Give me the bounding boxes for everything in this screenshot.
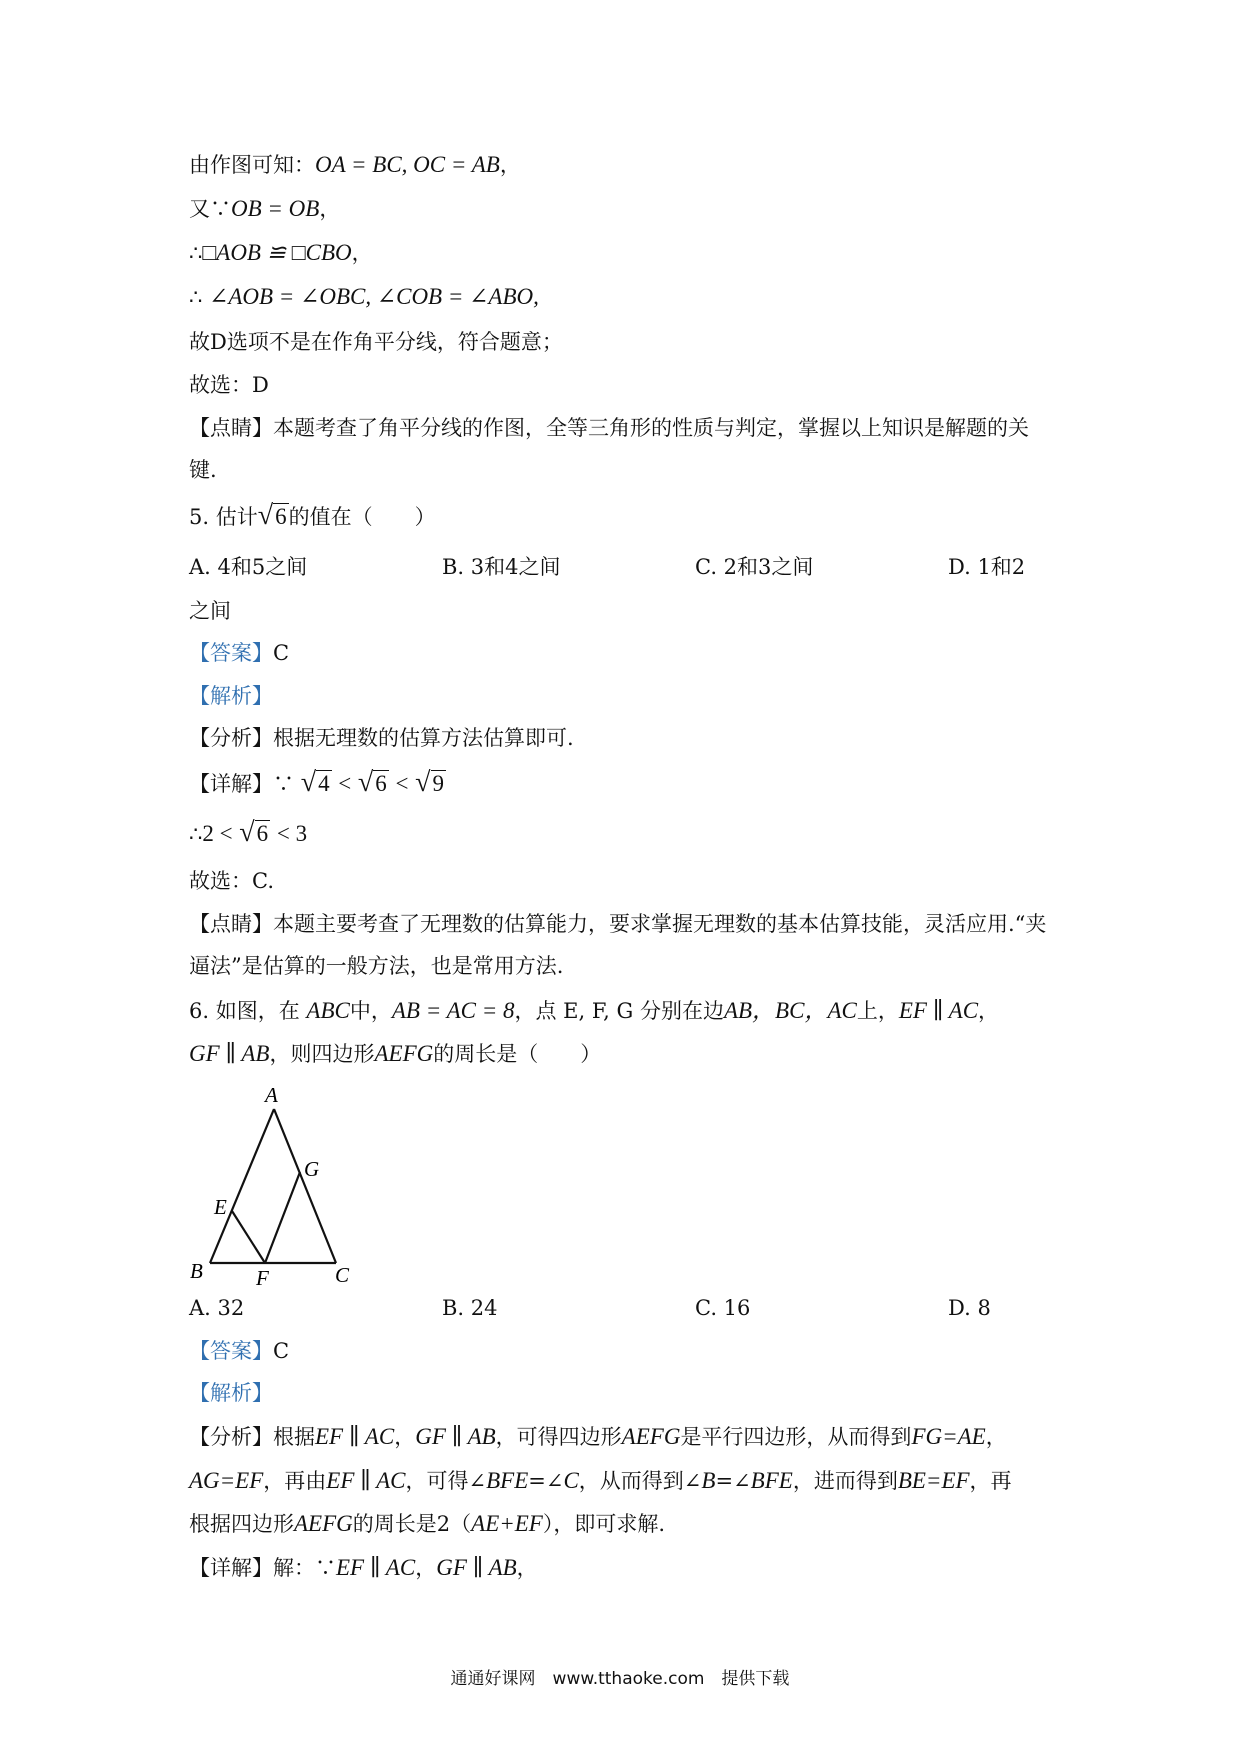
q6-xiangjie: 【详解】解：∵EF ∥ AC，GF ∥ AB，	[189, 1555, 538, 1580]
q5-fenxi: 【分析】根据无理数的估算方法估算即可.	[189, 726, 574, 750]
line-ob-equal: 又∵OB = OB，	[189, 196, 341, 221]
q6-option-b: B. 24	[442, 1296, 498, 1320]
label-g: G	[304, 1157, 320, 1181]
q5-inequality: ∴2 < √6 < 3	[189, 817, 308, 848]
q5-option-d: D. 1和2	[948, 555, 1026, 579]
triangle-figure	[180, 1080, 380, 1290]
label-f: F	[256, 1266, 269, 1290]
q5-option-c: C. 2和3之间	[695, 555, 814, 579]
q5-answer: 【答案】C	[189, 641, 290, 665]
line-congruent: ∴□AOB ≌ □CBO，	[189, 240, 373, 265]
q5-jiexi-tag: 【解析】	[189, 684, 273, 708]
q5-option-d-wrap: 之间	[189, 599, 231, 623]
label-e: E	[214, 1195, 227, 1219]
sqrt-6: √6	[257, 500, 287, 531]
q5-dianjing-wrap: 逼法”是估算的一般方法，也是常用方法.	[189, 954, 564, 978]
label-a: A	[265, 1083, 278, 1107]
line-choose-d: 故选：D	[189, 373, 269, 397]
q6-stem-1: 6. 如图，在 ABC中，AB = AC = 8，点 E, F, G 分别在边AB，BC，AC上，EF ∥ AC，	[189, 998, 1000, 1023]
line-angles: ∴ ∠AOB = ∠OBC, ∠COB = ∠ABO,	[189, 284, 539, 309]
q6-fenxi-1: 【分析】根据EF ∥ AC，GF ∥ AB，可得四边形AEFG是平行四边形，从而得到FG=AE，	[189, 1424, 1007, 1449]
q5-option-b: B. 3和4之间	[442, 555, 561, 579]
q6-answer: 【答案】C	[189, 1339, 290, 1363]
q6-option-d: D. 8	[948, 1296, 991, 1320]
q6-option-a: A. 32	[189, 1296, 245, 1320]
edge-ab	[210, 1109, 274, 1263]
segment-ef	[232, 1211, 265, 1263]
line-dianjing: 【点睛】本题考查了角平分线的作图，全等三角形的性质与判定，掌握以上知识是解题的关	[189, 416, 1029, 440]
edge-ac	[274, 1109, 336, 1263]
segment-fg	[265, 1172, 300, 1263]
q6-stem-2: GF ∥ AB，则四边形AEFG的周长是（ ）	[189, 1041, 602, 1066]
label-c: C	[335, 1263, 350, 1287]
q5-stem: 5. 估计√6的值在（ ）	[189, 500, 436, 531]
q5-option-a: A. 4和5之间	[189, 555, 308, 579]
line-dianjing-wrap: 键.	[189, 458, 217, 482]
line-option-d: 故D选项不是在作角平分线，符合题意；	[189, 330, 563, 354]
q6-fenxi-3: 根据四边形AEFG的周长是2（AE+EF），即可求解.	[189, 1511, 666, 1536]
q6-fenxi-2: AG=EF，再由EF ∥ AC，可得∠BFE=∠C，从而得到∠B=∠BFE，进而得到BE=EF，再	[189, 1468, 1012, 1493]
q5-dianjing: 【点睛】本题主要考查了无理数的估算能力，要求掌握无理数的基本估算技能，灵活应用.“夹	[189, 912, 1047, 936]
q6-jiexi-tag: 【解析】	[189, 1381, 273, 1405]
q5-xiangjie: 【详解】∵ √4 < √6 < √9	[189, 767, 445, 798]
line-construction: 由作图可知：OA = BC, OC = AB，	[189, 152, 521, 177]
footer-source: 通通好课网 www.tthaoke.com 提供下载	[450, 1669, 790, 1689]
q5-choose: 故选：C.	[189, 869, 274, 893]
label-b: B	[190, 1259, 203, 1283]
q6-option-c: C. 16	[695, 1296, 751, 1320]
